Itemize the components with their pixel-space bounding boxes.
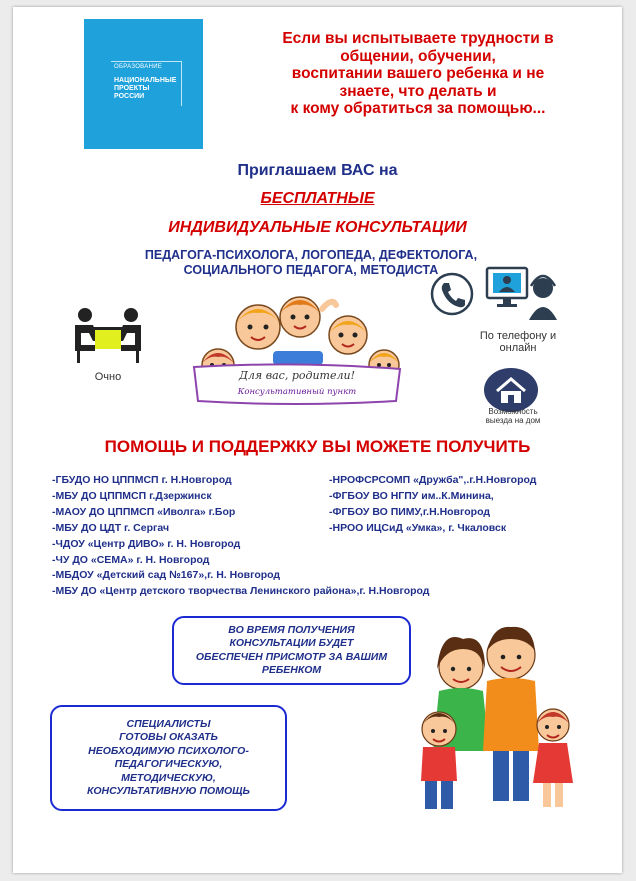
phone-online-line-1: По телефону и [479,330,557,342]
logo-line-3: ПРОЕКТЫ [114,85,150,92]
family-illustration [403,619,593,819]
home-visit-line-2: выезда на дом [485,416,541,425]
intro-line-2: общении, обучении, [340,47,496,65]
parents-banner [188,363,406,405]
childcare-notice-text [196,624,387,678]
specialists-ready-line-3: НЕОБХОДИМУЮ ПСИХОЛОГО- [88,744,249,757]
home-visit-label [468,407,558,425]
document-page [13,7,622,873]
specialists-ready-line-1: СПЕЦИАЛИСТЫ [126,717,211,730]
org-item: -МБУ ДО ЦДТ г. Сергач [52,521,170,534]
organizations-right-list [329,473,589,537]
childcare-line-3: ОБЕСПЕЧЕН ПРИСМОТР ЗА ВАШИМ [195,650,388,663]
home-visit-line-1: Возможность [488,407,538,416]
specialists-ready-line-2: ГОТОВЫ ОКАЗАТЬ [119,731,218,743]
online-consultant-icon [485,264,565,322]
org-item: -МБДОУ «Детский сад №167»,г. Н. Новгород [52,569,281,582]
banner-title: Для вас, родители! [238,369,355,382]
specialists-ready-box [50,705,287,811]
logo-line-1: ОБРАЗОВАНИЕ [114,64,163,70]
org-item: -МБУ ДО «Центр детского творчества Ленинского района»,г. Н.Новгород [52,585,430,598]
phone-online-line-2: онлайн [499,342,537,354]
invite-heading: Приглашаем ВАС на [237,162,398,179]
specialists-line-2: СОЦИАЛЬНОГО ПЕДАГОГА, МЕТОДИСТА [183,263,439,277]
org-item: -ГБУДО НО ЦППМСП г. Н.Новгород [52,474,232,486]
two-people-table-icon [63,305,153,365]
logo-line-4: РОССИИ [114,93,145,100]
org-item: -НРОФСРСОМП «Дружба",.г.Н.Новгород [329,474,537,486]
free-heading: БЕСПЛАТНЫЕ [260,190,375,207]
org-item: -ЧУ ДО «СЕМА» г. Н. Новгород [52,553,210,566]
in-person-label: Очно [94,371,122,383]
help-heading: ПОМОЩЬ И ПОДДЕРЖКУ ВЫ МОЖЕТЕ ПОЛУЧИТЬ [104,437,531,456]
phone-online-label [453,330,583,354]
specialists-ready-text [87,718,250,799]
individual-consultations-heading: ИНДИВИДУАЛЬНЫЕ КОНСУЛЬТАЦИИ [168,219,467,236]
childcare-line-1: ВО ВРЕМЯ ПОЛУЧЕНИЯ [228,623,355,636]
org-item: -МАОУ ДО ЦППМСП «Иволга» г.Бор [52,505,236,518]
intro-line-4: знаете, что делать и [339,82,497,100]
logo-line-2: НАЦИОНАЛЬНЫЕ [114,77,177,84]
intro-line-1: Если вы испытываете трудности в [282,30,554,47]
intro-text [238,30,598,118]
specialists-line-1: ПЕДАГОГА-ПСИХОЛОГА, ЛОГОПЕДА, ДЕФЕКТОЛОГА, [144,248,478,262]
intro-line-3: воспитании вашего ребенка и не [291,65,545,82]
org-item: -НРОО ИЦСиД «Умка», г. Чкаловск [329,521,507,534]
specialists-ready-line-5: МЕТОДИЧЕСКУЮ, [121,771,216,784]
childcare-line-4: РЕБЕНКОМ [261,664,322,676]
phone-icon [429,271,475,317]
childcare-line-2: КОНСУЛЬТАЦИИ БУДЕТ [229,637,354,649]
org-item: -ЧДОУ «Центр ДИВО» г. Н. Новгород [52,537,241,550]
banner-subtitle: Консультативный пункт [237,387,357,397]
intro-line-5: к кому обратиться за помощью... [290,100,546,117]
logo-lines [114,77,176,101]
national-projects-logo [84,19,203,149]
specialists-ready-line-4: ПЕДАГОГИЧЕСКУЮ, [114,758,223,770]
org-item: -ФГБОУ ВО ПИМУ,г.Н.Новгород [329,505,491,518]
specialists-ready-line-6: КОНСУЛЬТАТИВНУЮ ПОМОЩЬ [87,785,250,797]
childcare-notice-box [172,616,411,685]
org-item: -МБУ ДО ЦППМСП г.Дзержинск [52,489,212,502]
org-item: -ФГБОУ ВО НГПУ им..К.Минина, [329,489,494,502]
